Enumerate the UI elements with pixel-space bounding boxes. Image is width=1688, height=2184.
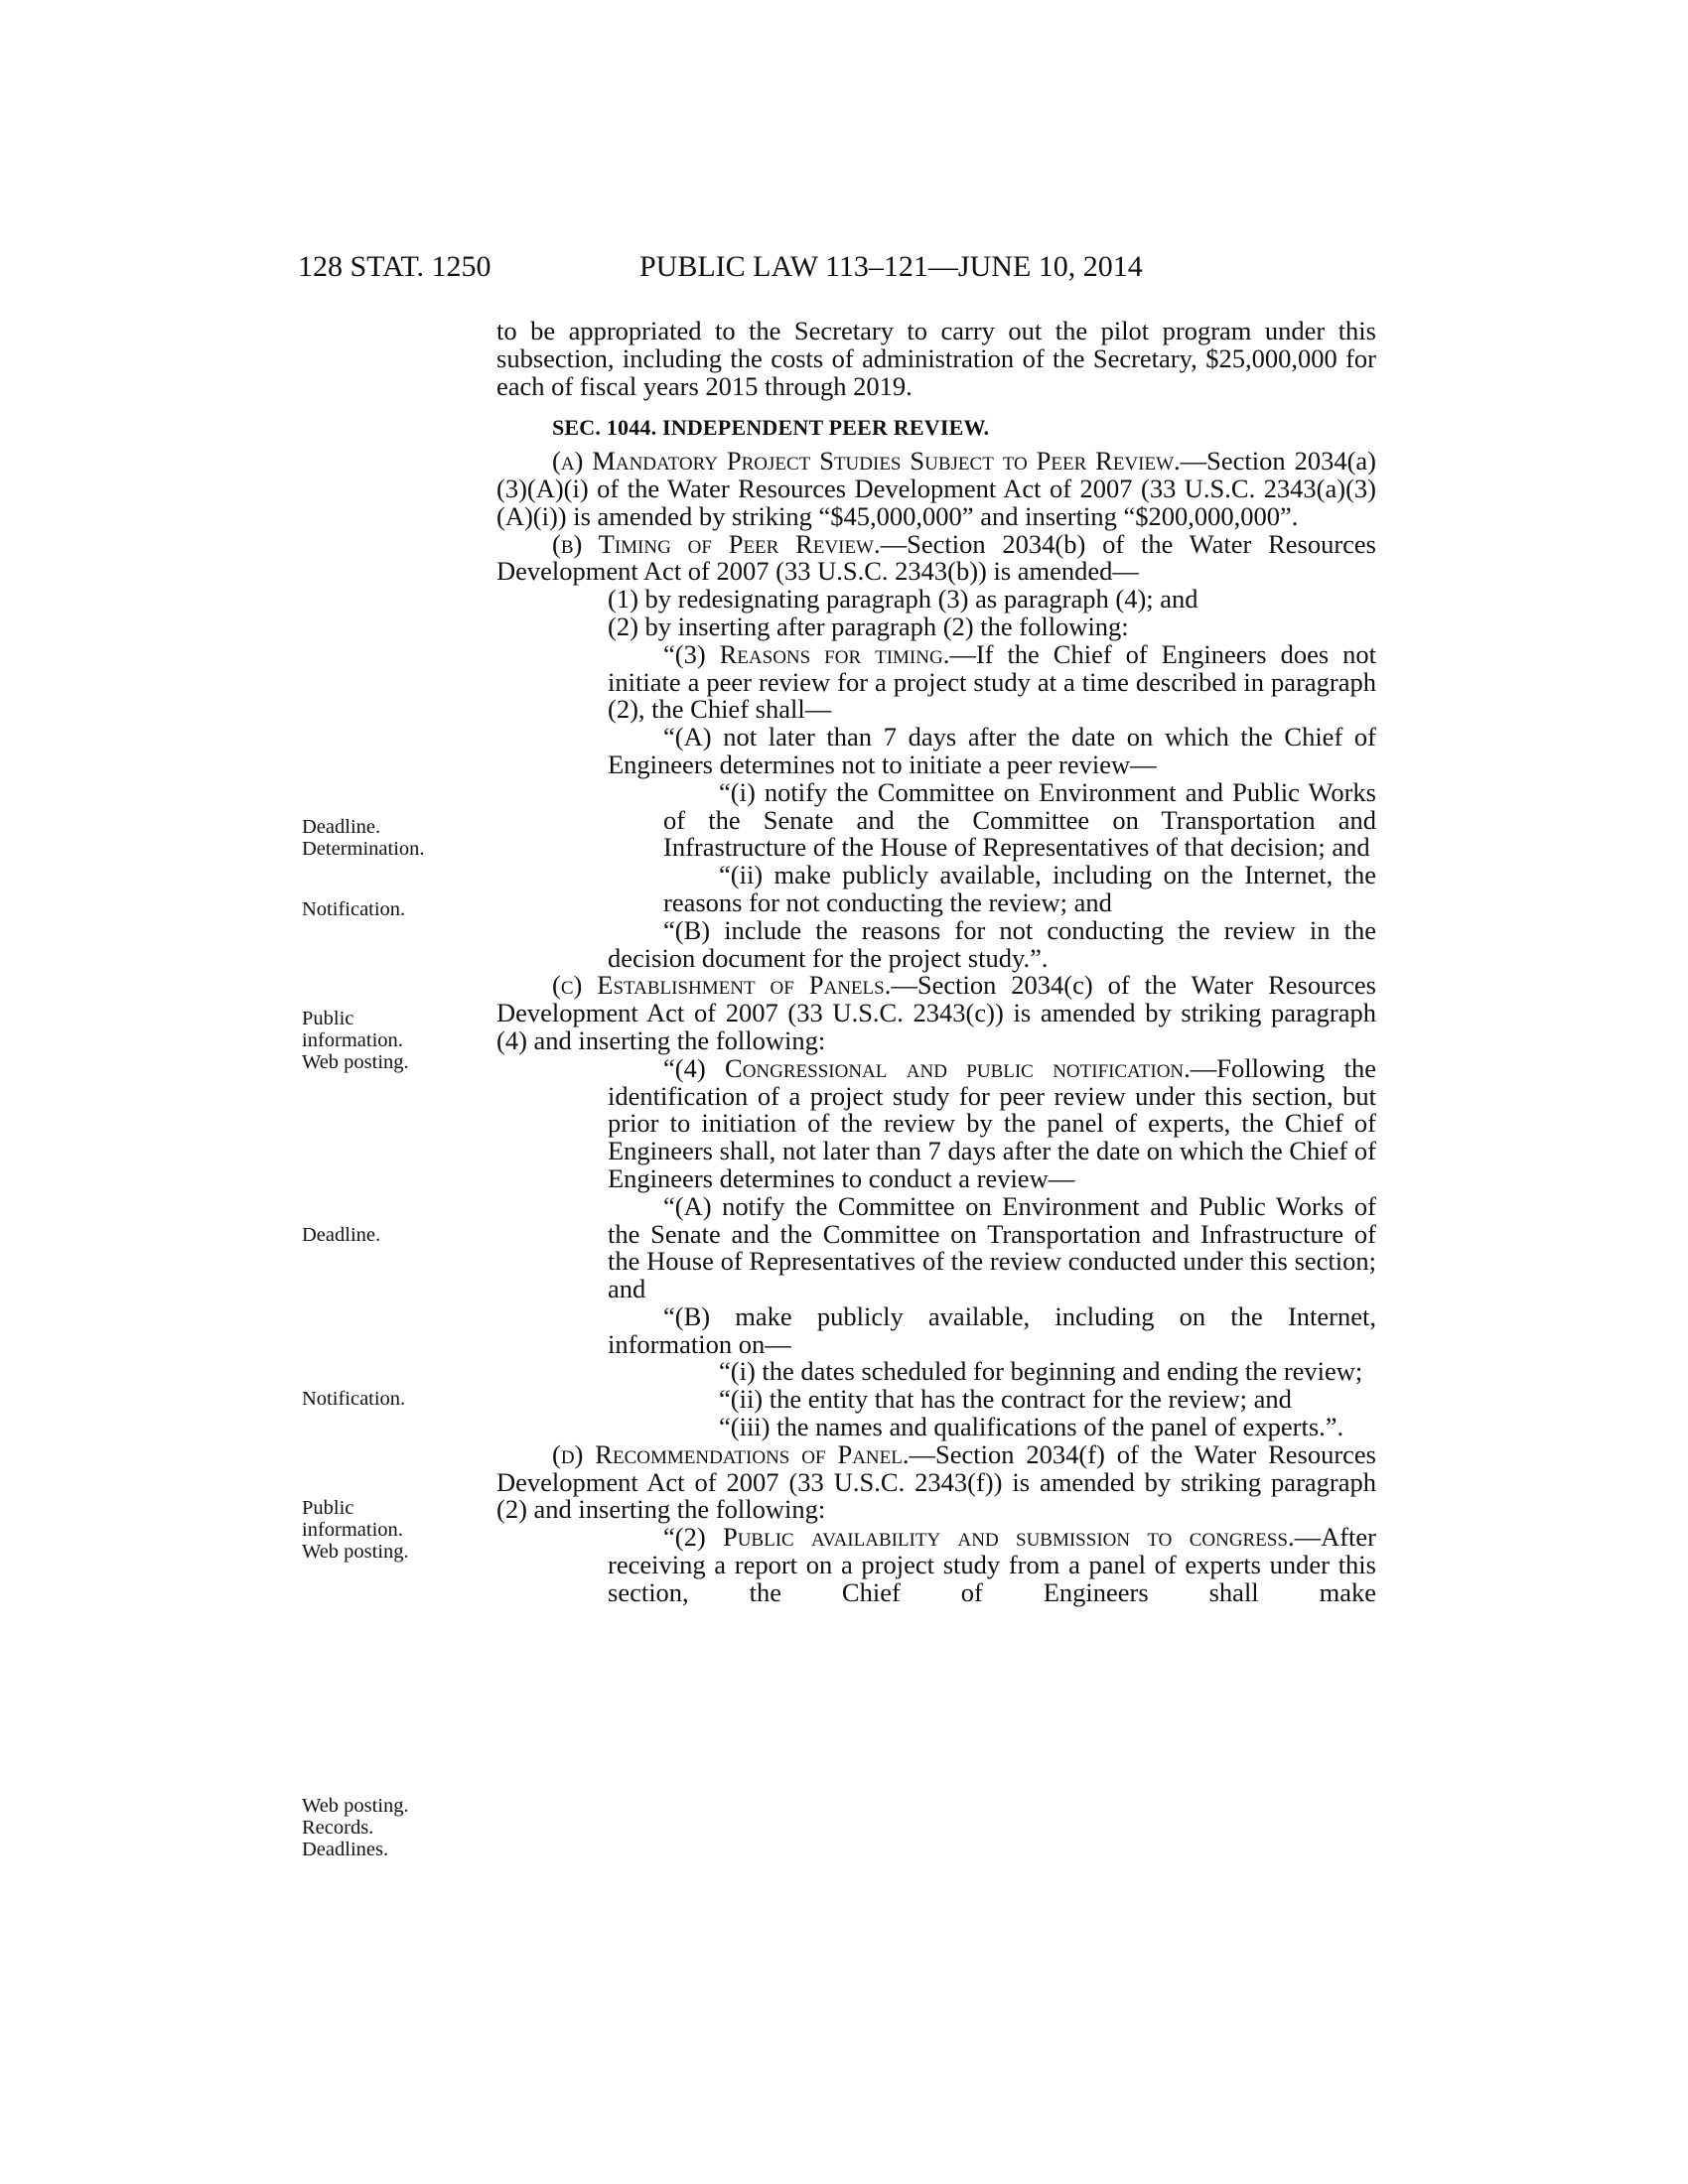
quoted-paragraph-3-text: If the Chief of Engineers does not initiate a peer review for a project study at a time described in paragraph (2), the Chief shall—	[608, 638, 1376, 725]
quoted-subparagraph-4B: “(B) make publicly available, including on the Internet, information on—	[608, 1300, 1376, 1359]
subsection-a-heading: (a) Mandatory Project Studies Subject to Peer Review.—	[552, 446, 1207, 477]
margin-note	[302, 1008, 481, 1073]
quoted-paragraph-2-text: After receiving a report on a project study from a panel of experts under this section, the Chief of Engineers shall make	[608, 1522, 1376, 1607]
margin-note-line: Deadline.	[302, 816, 381, 838]
quoted-paragraph-2-heading: “(2) Public availability and submission to congress.—	[663, 1522, 1322, 1553]
paragraph-b1: (1) by redesignating paragraph (3) as paragraph (4); and	[608, 584, 1198, 614]
subsection-a-text: Section 2034(a)(3)(A)(i) of the Water Resources Development Act of 2007 (33 U.S.C. 2343(a)(3)(A)(i)) is amended by striking “$45,000,000” and inserting “$200,000,000”.	[496, 446, 1376, 531]
margin-note-line: Notification.	[302, 898, 406, 920]
quoted-paragraph-2	[496, 1524, 1376, 1606]
running-head: PUBLIC LAW 113–121—JUNE 10, 2014	[639, 250, 1143, 283]
quoted-paragraph-4-heading: “(4) Congressional and public notification.—	[663, 1052, 1217, 1083]
margin-note-line: Deadlines.	[302, 1839, 389, 1860]
margin-note-line: Deadline.	[302, 1224, 381, 1246]
statute-body	[496, 318, 1376, 1607]
margin-note-line: Notification.	[302, 1388, 406, 1410]
quoted-clause-3Aii: “(ii) make publicly available, including on the Internet, the reasons for not conducting the review; and	[663, 860, 1376, 917]
margin-note	[302, 1388, 481, 1410]
margin-note-line: Web posting.	[302, 1051, 409, 1073]
subsection-b	[496, 528, 1376, 587]
subsection-b-text: Section 2034(b) of the Water Resources Development Act of 2007 (33 U.S.C. 2343(b)) is amended—	[496, 528, 1376, 587]
quoted-subparagraph-3B: “(B) include the reasons for not conducting the review in the decision document for the project study.”.	[608, 914, 1376, 973]
quoted-subparagraph-4A: “(A) notify the Committee on Environment and Public Works of the Senate and the Committee on Transportation and Infrastructure of the House of Representatives of the review conducted under this section; and	[608, 1190, 1376, 1304]
subsection-a	[496, 448, 1376, 530]
statute-citation: 128 STAT. 1250	[298, 250, 492, 283]
margin-note-line: Public	[302, 1008, 354, 1029]
page-header	[298, 250, 1376, 286]
subsection-d	[496, 1438, 1376, 1525]
subsection-d-text: Section 2034(f) of the Water Resources Development Act of 2007 (33 U.S.C. 2343(f)) is amended by striking paragraph (2) and inserting the following:	[496, 1438, 1376, 1525]
subsection-c	[496, 972, 1376, 1054]
section-heading: SEC. 1044. INDEPENDENT PEER REVIEW.	[552, 415, 990, 441]
subsection-c-text: Section 2034(c) of the Water Resources Development Act of 2007 (33 U.S.C. 2343(c)) is amended by striking paragraph (4) and inserting the following:	[496, 970, 1376, 1055]
quoted-paragraph-4	[496, 1052, 1376, 1193]
margin-note	[302, 1224, 481, 1246]
margin-note	[302, 1795, 481, 1860]
margin-note-line: Records.	[302, 1817, 374, 1839]
margin-note-line: information.	[302, 1029, 403, 1051]
quoted-paragraph-3-heading: “(3) Reasons for timing.—	[663, 638, 976, 669]
quoted-paragraph-3	[496, 638, 1376, 725]
quoted-clause-4Bii: “(ii) the entity that has the contract for the review; and	[719, 1384, 1292, 1415]
quoted-subparagraph-3A: “(A) not later than 7 days after the date on which the Chief of Engineers determines not to initiate a peer review—	[608, 722, 1376, 779]
margin-note-line: Web posting.	[302, 1541, 409, 1563]
subsection-b-heading: (b) Timing of Peer Review.—	[552, 528, 908, 559]
continued-paragraph: to be appropriated to the Secretary to carry out the pilot program under this subsection, including the costs of administration of the Secretary, $25,000,000 for each of fiscal years 2015 through 2019.	[496, 316, 1376, 401]
subsection-c-heading: (c) Establishment of Panels.—	[552, 970, 917, 1001]
margin-note-line: information.	[302, 1519, 403, 1541]
subsection-d-heading: (d) Recommendations of Panel.—	[552, 1438, 935, 1469]
margin-note	[302, 1497, 481, 1563]
paragraph-b2: (2) by inserting after paragraph (2) the following:	[608, 611, 1129, 641]
margin-note	[302, 898, 481, 920]
margin-note-line: Web posting.	[302, 1795, 409, 1817]
margin-note	[302, 816, 481, 860]
quoted-clause-4Biii: “(iii) the names and qualifications of the panel of experts.”.	[719, 1412, 1344, 1442]
margin-note-line: Determination.	[302, 838, 425, 860]
quoted-clause-3Ai: “(i) notify the Committee on Environment and Public Works of the Senate and the Committee on Transportation and Infrastructure of the House of Representatives of that decision; and	[663, 776, 1376, 863]
margin-note-line: Public	[302, 1497, 354, 1519]
quoted-clause-4Bi: “(i) the dates scheduled for beginning and ending the review;	[719, 1356, 1363, 1387]
quoted-paragraph-4-text: Following the identification of a project study for peer review under this section, but prior to initiation of the review by the panel of experts, the Chief of Engineers shall, not later than 7 days after the date on which the Chief of Engineers determines to conduct a review—	[608, 1052, 1376, 1193]
